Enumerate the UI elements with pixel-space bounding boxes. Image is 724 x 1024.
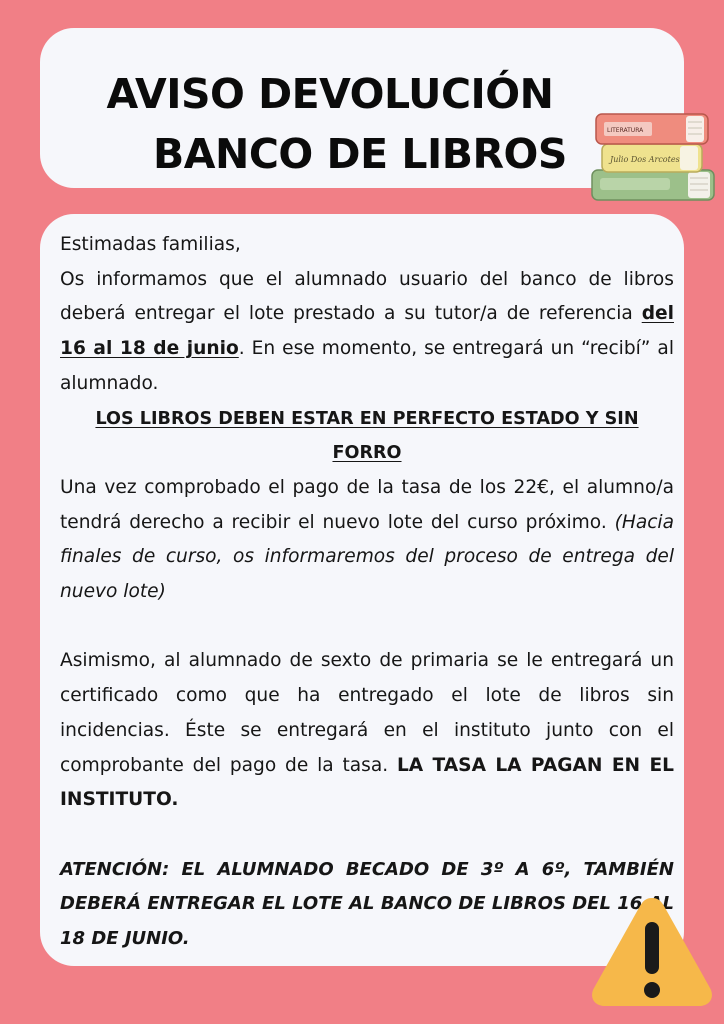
- return-dates: del 16 al 18 de junio: [60, 303, 674, 360]
- p1-intro: Os informamos que el alumnado usuario del banco de libros deberá entregar el lote prestado a su tutor/a de referencia: [60, 268, 674, 325]
- greeting: Estimadas familias,: [60, 234, 241, 255]
- attention-note: ATENCIÓN: EL ALUMNADO BECADO DE 3º A 6º, TAMBIÉN DEBERÁ ENTREGAR EL LOTE AL BANCO DE LIBROS DEL 16 AL 18 DE JUNIO.: [60, 858, 674, 950]
- red-book: [596, 114, 708, 144]
- p2-text: Una vez comprobado el pago de la tasa de los 22€, el alumno/a tendrá derecho a recibir el nuevo lote del curso próximo.: [60, 476, 674, 533]
- p3-bold-note: LA TASA LA PAGAN EN EL INSTITUTO.: [60, 754, 675, 811]
- notice-body-card: [40, 214, 684, 966]
- yellow-book: [602, 144, 702, 172]
- yellow-book-label: Julio Dos Arcotes: [610, 155, 680, 164]
- spacer: [60, 610, 674, 645]
- red-book-label: LITERATURA: [607, 127, 644, 134]
- title-line-1: AVISO DEVOLUCIÓN: [106, 70, 554, 118]
- notice-content: [60, 228, 674, 957]
- p1-end: . En ese momento, se entregará un “recibí” al alumnado.: [60, 338, 674, 394]
- paragraph-return-dates: [60, 263, 674, 402]
- spacer: [60, 818, 674, 853]
- paragraph-fee: [60, 471, 674, 610]
- warning-triangle-icon: [588, 892, 716, 1010]
- book-stack-icon: [588, 100, 720, 210]
- p3-text: Asimismo, al alumnado de sexto de primaria se le entregará un certificado como que ha entregado el lote de libros sin incidencias. Éste se entregará en el instituto junto con el comprobante del pago de la tasa.: [60, 650, 674, 776]
- paragraph-certificate: [60, 644, 674, 818]
- p2-italic-note: (Hacia finales de curso, os informaremos del proceso de entrega del nuevo lote): [60, 511, 674, 603]
- green-book: [592, 170, 714, 200]
- condition-heading: LOS LIBROS DEBEN ESTAR EN PERFECTO ESTADO Y SIN FORRO: [95, 408, 639, 464]
- title-line-2: BANCO DE LIBROS: [153, 130, 567, 178]
